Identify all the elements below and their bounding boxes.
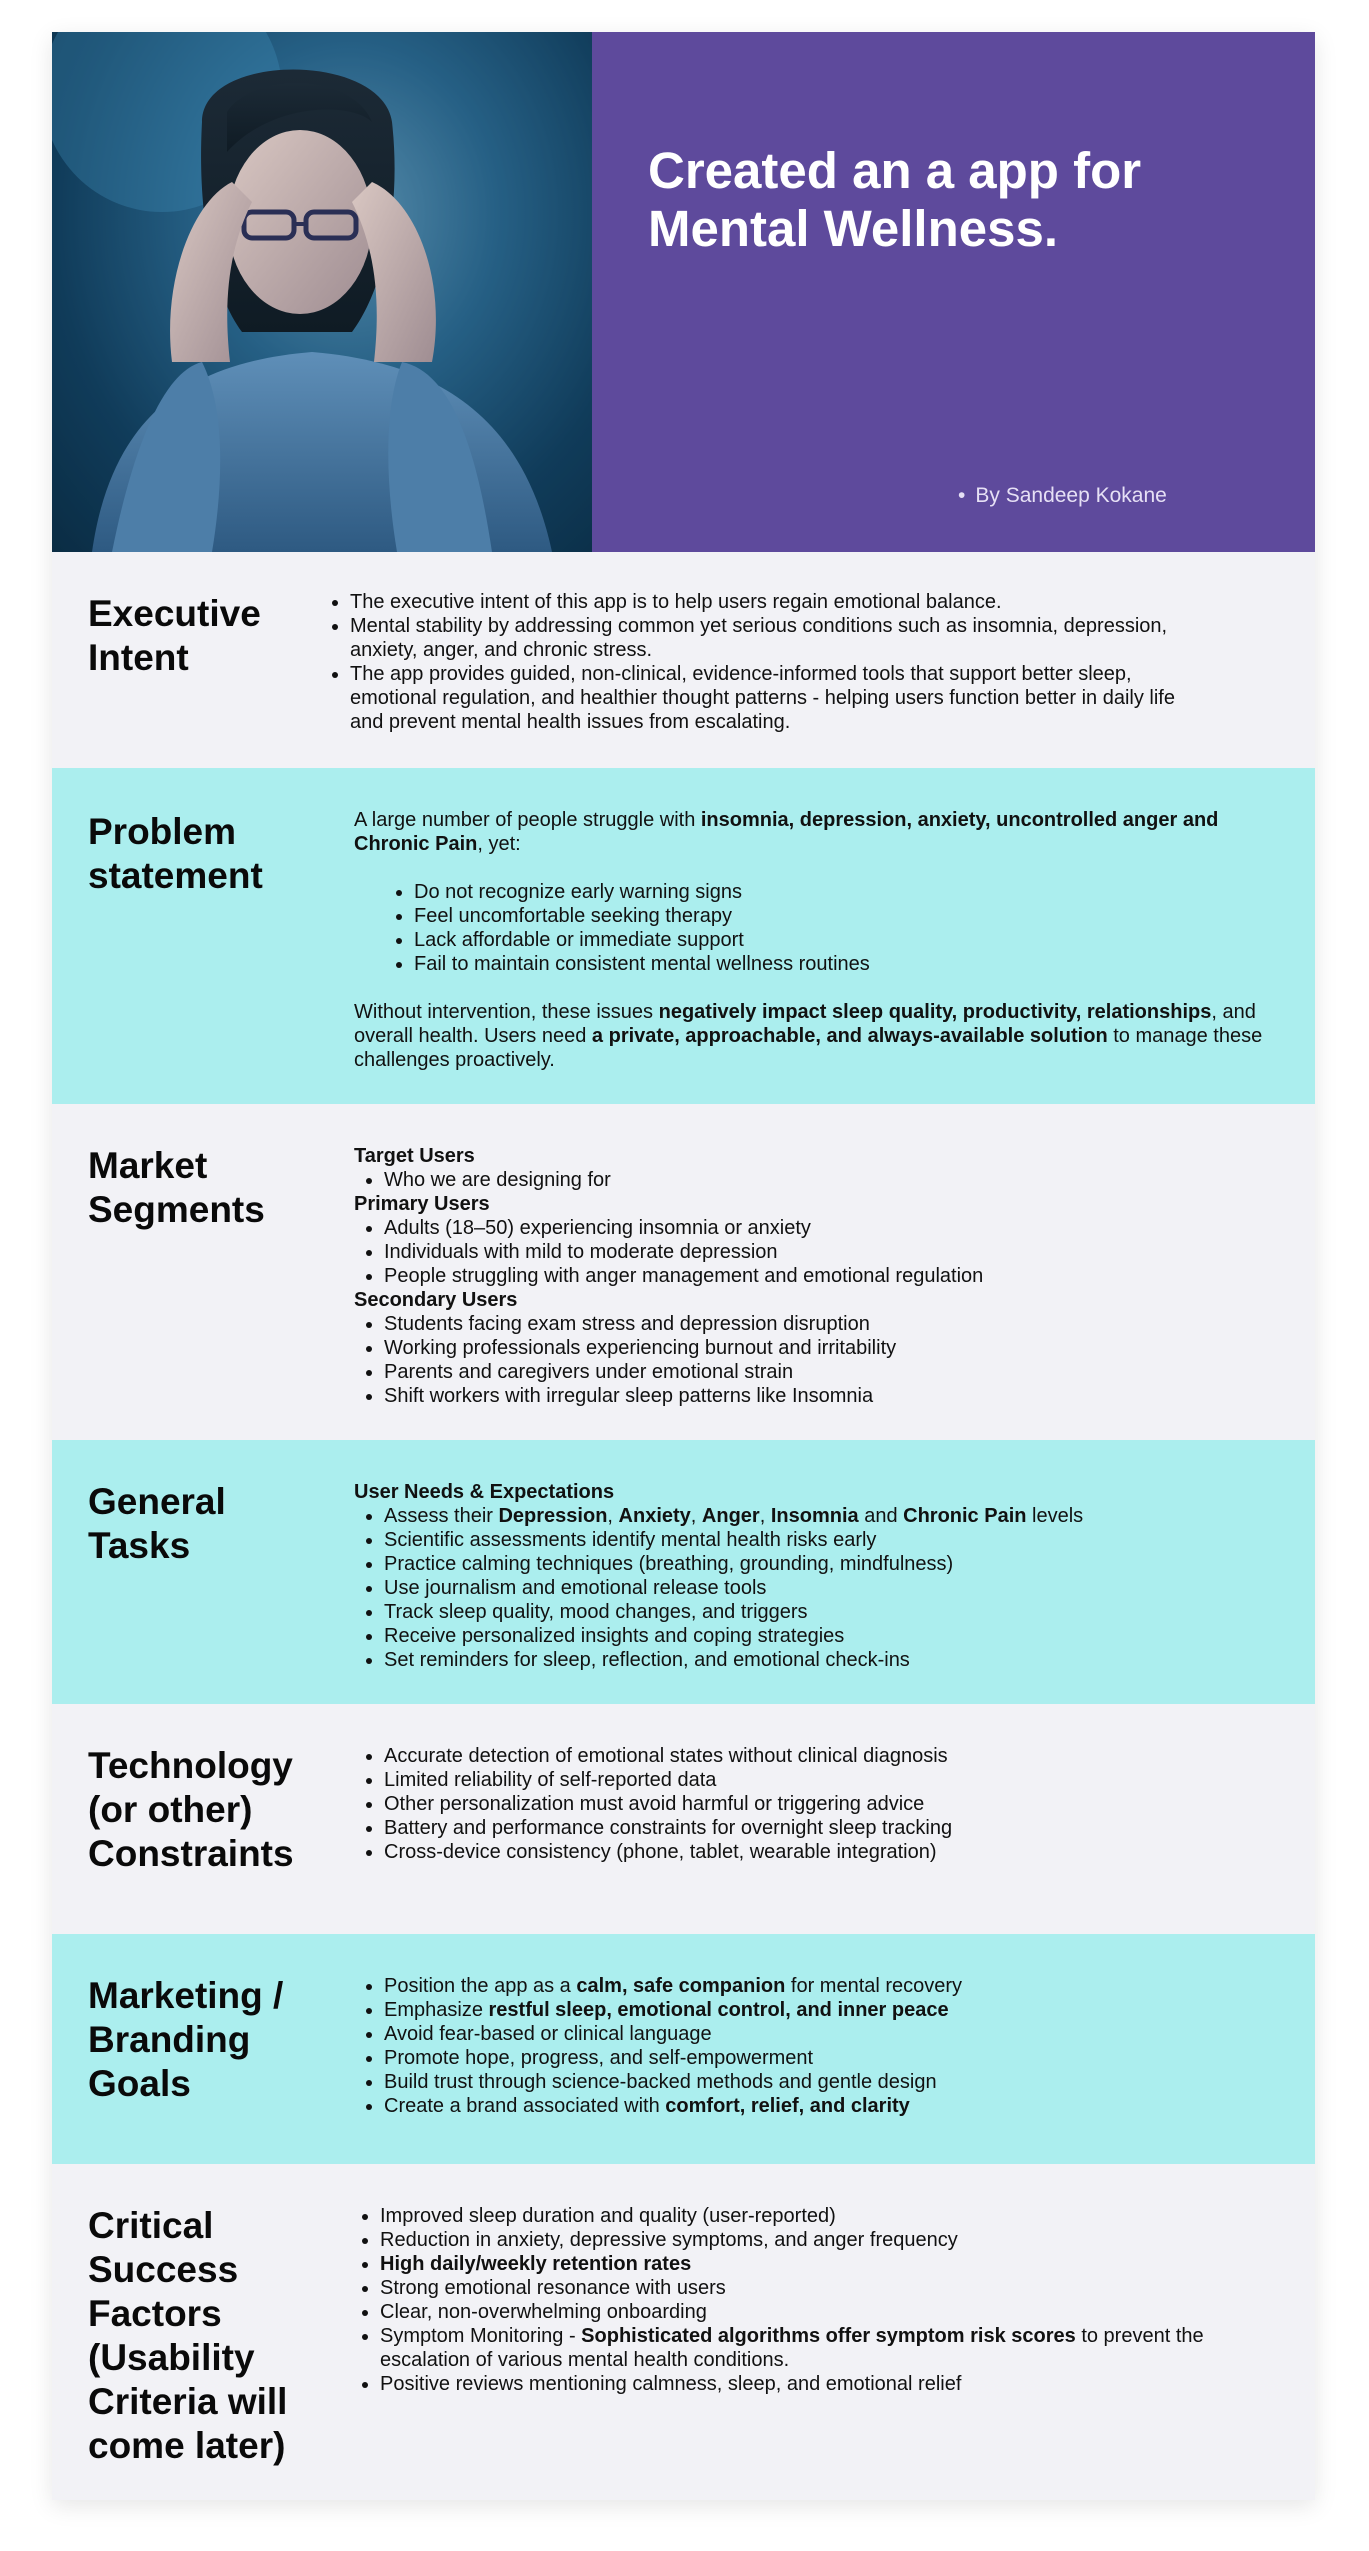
- section-market-segments: [52, 1104, 1315, 1440]
- section-content: [350, 2202, 1279, 2500]
- section-content: [354, 808, 1279, 1104]
- list-item: • Feel uncomfortable seeking therapy: [414, 904, 1279, 928]
- document-page: [52, 32, 1315, 2500]
- woman-holding-head-photo: [52, 32, 592, 552]
- section-content: [354, 1142, 1279, 1440]
- list-item: • The executive intent of this app is to help users regain emotional balance.: [350, 590, 1180, 614]
- list-item: • Clear, non-overwhelming onboarding: [380, 2300, 1279, 2324]
- list-item: • Build trust through science-backed methods and gentle design: [384, 2070, 1279, 2094]
- list-item: • Accurate detection of emotional states without clinical diagnosis: [384, 1744, 1279, 1768]
- list-item: • Other personalization must avoid harmful or triggering advice: [384, 1792, 1279, 1816]
- list-item: • Promote hope, progress, and self-empowerment: [384, 2046, 1279, 2070]
- section-title: General Tasks: [88, 1481, 226, 1566]
- section-content: [312, 590, 1279, 768]
- page-title: Created an a app for Mental Wellness.: [648, 142, 1142, 257]
- section-marketing-branding-goals: [52, 1934, 1315, 2164]
- list-item: • Symptom Monitoring - Sophisticated algorithms offer symptom risk scores to prevent the escalation of various mental health conditions.: [380, 2324, 1279, 2372]
- list-item: • High daily/weekly retention rates: [380, 2252, 1279, 2276]
- problem-intro: A large number of people struggle with insomnia, depression, anxiety, uncontrolled anger and Chronic Pain, yet:: [354, 809, 1219, 855]
- list-item: • Set reminders for sleep, reflection, and emotional check-ins: [384, 1648, 1279, 1672]
- list-item: • Position the app as a calm, safe companion for mental recovery: [384, 1974, 1279, 1998]
- list-item: • Parents and caregivers under emotional strain: [384, 1360, 1279, 1384]
- list-item: • Students facing exam stress and depression disruption: [384, 1312, 1279, 1336]
- list-item: • Assess their Depression, Anxiety, Anger, Insomnia and Chronic Pain levels: [384, 1504, 1279, 1528]
- author-name: • By Sandeep Kokane: [958, 484, 1167, 508]
- section-title: Problem statement: [88, 811, 263, 896]
- list-item: • Avoid fear-based or clinical language: [384, 2022, 1279, 2046]
- list-item: • Emphasize restful sleep, emotional control, and inner peace: [384, 1998, 1279, 2022]
- list-item: • Fail to maintain consistent mental wellness routines: [414, 952, 1279, 976]
- group-heading: Secondary Users: [354, 1289, 518, 1311]
- list-item: • Individuals with mild to moderate depression: [384, 1240, 1279, 1264]
- list-item: • Practice calming techniques (breathing, grounding, mindfulness): [384, 1552, 1279, 1576]
- section-title: Executive Intent: [88, 593, 261, 678]
- section-title: Marketing / Branding Goals: [88, 1975, 284, 2104]
- list-item: • Create a brand associated with comfort, relief, and clarity: [384, 2094, 1279, 2118]
- section-content: [354, 1478, 1279, 1704]
- section-content: [354, 1972, 1279, 2164]
- list-item: • Mental stability by addressing common yet serious conditions such as insomnia, depression, anxiety, anger, and chronic stress.: [350, 614, 1180, 662]
- list-item: • Receive personalized insights and coping strategies: [384, 1624, 1279, 1648]
- list-item: • Use journalism and emotional release tools: [384, 1576, 1279, 1600]
- list-item: • Scientific assessments identify mental health risks early: [384, 1528, 1279, 1552]
- section-title: Critical Success Factors (Usability Criteria will come later): [88, 2205, 288, 2466]
- list-item: • Do not recognize early warning signs: [414, 880, 1279, 904]
- group-heading: Primary Users: [354, 1193, 490, 1215]
- section-general-tasks: [52, 1440, 1315, 1704]
- list-item: • Shift workers with irregular sleep patterns like Insomnia: [384, 1384, 1279, 1408]
- list-item: • Improved sleep duration and quality (user-reported): [380, 2204, 1279, 2228]
- list-item: • The app provides guided, non-clinical, evidence-informed tools that support better sleep, emotional regulation, and healthier thought patterns - helping users function better in daily life and prevent mental health issues from escalating.: [350, 662, 1180, 734]
- list-item: • Positive reviews mentioning calmness, sleep, and emotional relief: [380, 2372, 1279, 2396]
- group-heading: User Needs & Expectations: [354, 1481, 615, 1503]
- hero-banner: [52, 32, 1315, 552]
- section-title: Market Segments: [88, 1145, 265, 1230]
- list-item: • Strong emotional resonance with users: [380, 2276, 1279, 2300]
- list-item: • Who we are designing for: [384, 1168, 1279, 1192]
- list-item: • Reduction in anxiety, depressive symptoms, and anger frequency: [380, 2228, 1279, 2252]
- list-item: • Adults (18–50) experiencing insomnia or anxiety: [384, 1216, 1279, 1240]
- list-item: • Limited reliability of self-reported data: [384, 1768, 1279, 1792]
- hero-title-panel: [592, 32, 1315, 552]
- list-item: • Working professionals experiencing burnout and irritability: [384, 1336, 1279, 1360]
- section-technology-constraints: [52, 1704, 1315, 1934]
- section-problem-statement: [52, 768, 1315, 1104]
- section-critical-success-factors: [52, 2164, 1315, 2500]
- group-heading: Target Users: [354, 1145, 475, 1167]
- list-item: • Cross-device consistency (phone, tablet, wearable integration): [384, 1840, 1279, 1864]
- list-item: • Lack affordable or immediate support: [414, 928, 1279, 952]
- list-item: • People struggling with anger management and emotional regulation: [384, 1264, 1279, 1288]
- problem-outro: Without intervention, these issues negatively impact sleep quality, productivity, relationships, and overall health. Users need a private, approachable, and always-available solution to manage these challenges proactively.: [354, 1001, 1263, 1071]
- section-title: Technology (or other) Constraints: [88, 1745, 294, 1874]
- list-item: • Track sleep quality, mood changes, and triggers: [384, 1600, 1279, 1624]
- section-executive-intent: [52, 552, 1315, 768]
- list-item: • Battery and performance constraints for overnight sleep tracking: [384, 1816, 1279, 1840]
- section-content: [354, 1742, 1279, 1934]
- author-byline: [958, 484, 1167, 508]
